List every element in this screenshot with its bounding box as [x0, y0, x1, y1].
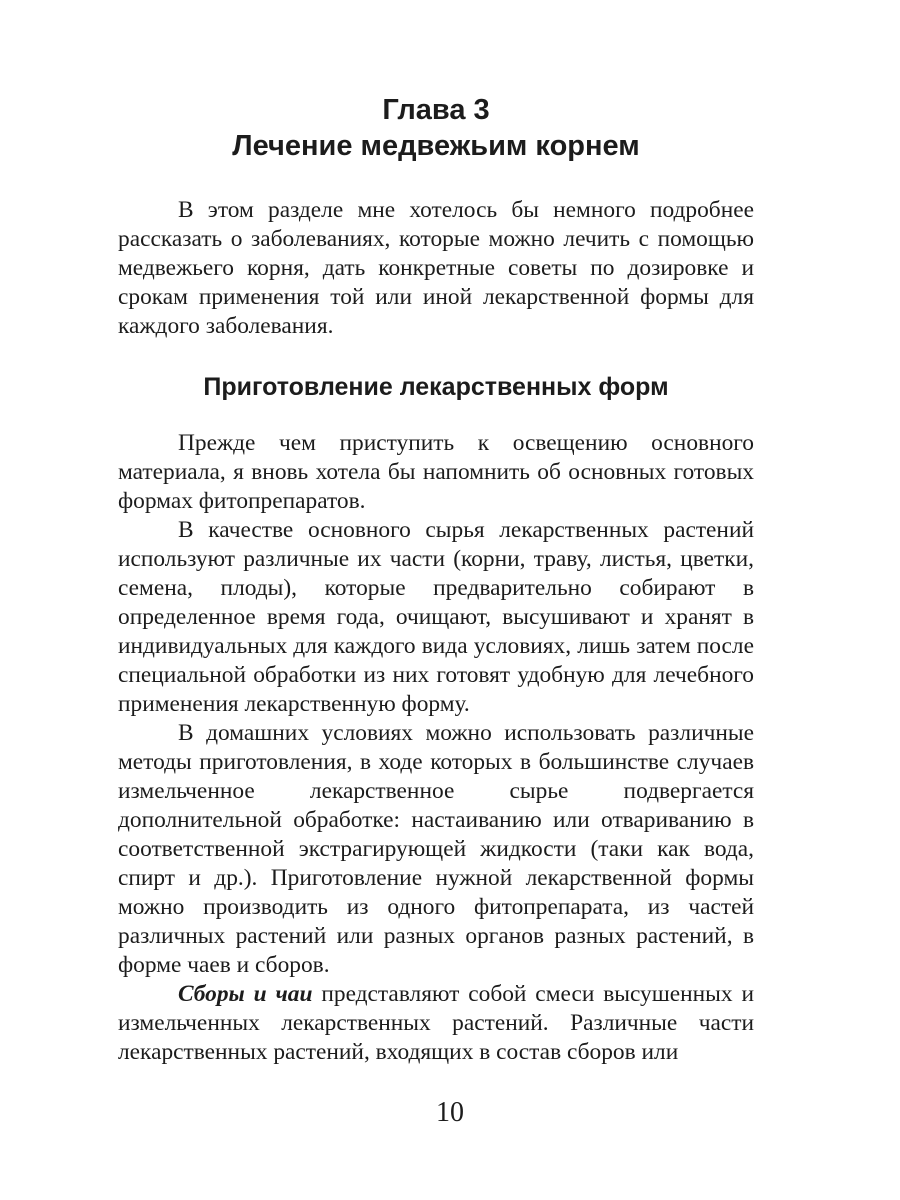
paragraph-2: В качестве основного сырья лекарственных растений используют различные их части (корни, траву, листья, цветки, семена, плоды), которые предварительно собирают в определенное время года, очищают, высушивают и хранят в индивидуальных для каждого вида условиях, лишь затем после специальной обработки из них готовят удобную для лечебного применения лекарственную форму.	[118, 517, 754, 717]
paragraph-1: Прежде чем приступить к освещению основного материала, я вновь хотела бы напомнить об основных готовых формах фитопрепаратов.	[118, 430, 754, 514]
chapter-number: Глава 3	[382, 94, 490, 126]
page-content	[118, 82, 754, 1067]
chapter-title: Лечение медвежьим корнем	[232, 130, 640, 162]
section-title: Приготовление лекарственных форм	[203, 373, 669, 401]
paragraph-4	[118, 980, 754, 1067]
paragraph-3: В домашних условиях можно использовать различные методы приготовления, в ходе которых в большинстве случаев измельченное лекарственное сырье подвергается дополнительной обработке: настаиванию или отвариванию в соответственной экстрагирующей жидкости (таки как вода, спирт и др.). Приготовление нужной лекарственной формы можно производить из одного фитопрепарата, из частей различных растений или разных органов разных растений, в форме чаев и сборов.	[118, 720, 754, 978]
intro-paragraph: В этом разделе мне хотелось бы немного подробнее рассказать о заболеваниях, которые можно лечить с помощью медвежьего корня, дать конкретные советы по дозировке и срокам применения той или иной лекарственной формы для каждого заболевания.	[118, 197, 754, 339]
page-number: 10	[436, 1097, 464, 1128]
paragraph-4-text: представляют собой смеси высушенных и измельченных лекарственных растений. Различные части лекарственных растений, входящих в состав сборов или	[118, 981, 754, 1065]
paragraph-lead-term: Сборы и чаи	[178, 981, 313, 1007]
